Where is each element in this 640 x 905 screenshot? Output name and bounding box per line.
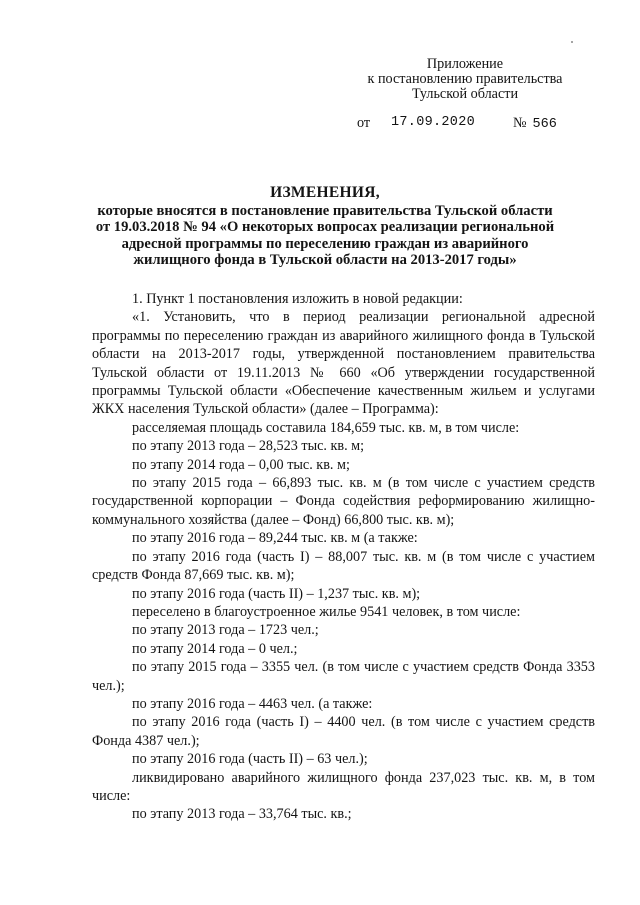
paragraph: по этапу 2013 года – 33,764 тыс. кв.;	[132, 806, 352, 823]
heading-title: ИЗМЕНЕНИЯ,	[270, 184, 380, 201]
paragraph: по этапу 2015 года – 66,893 тыс. кв. м (в том числе с участием средств государственной корпорации – Фонда содействия реформированию жилищно-коммунального хозяйства (далее – Фонд) 66,800 тыс. кв. м);	[92, 475, 595, 528]
from-label: от	[357, 115, 371, 131]
paragraph: расселяемая площадь составила 184,659 тыс. кв. м, в том числе:	[132, 419, 520, 436]
number-sign: №	[513, 115, 527, 131]
paragraph: по этапу 2016 года – 4463 чел. (а также:	[132, 695, 373, 712]
document-number	[513, 115, 557, 132]
paragraph: по этапу 2016 года (часть I) – 4400 чел. (в том числе с участием средств Фонда 4387 чел.);	[92, 714, 595, 749]
paragraph: по этапу 2014 года – 0 чел.;	[132, 640, 298, 657]
document-date: 17.09.2020	[391, 115, 476, 130]
paragraph: по этапу 2016 года (часть I) – 88,007 тыс. кв. м (в том числе с участием средств Фонда 87,669 тыс. кв. м);	[92, 548, 595, 584]
appendix-block	[330, 57, 600, 102]
paragraph: 1. Пункт 1 постановления изложить в новой редакции:	[132, 291, 463, 307]
paragraph: ликвидировано аварийного жилищного фонда 237,023 тыс. кв. м, в том числе:	[92, 769, 595, 804]
appendix-line-3: Тульской области	[411, 86, 519, 102]
paragraph: по этапу 2016 года (часть II) – 63 чел.);	[132, 751, 368, 768]
heading-subtitle: которые вносятся в постановление правительства Тульской области от 19.03.2018 № 94 «О некоторых вопросах реализации региональной адресной программы по переселению граждан из аварийного жилищного фонда в Тульской области на 2013-2017 годы»	[95, 203, 555, 268]
paragraph: по этапу 2014 года – 0,00 тыс. кв. м;	[132, 456, 350, 473]
paragraph: по этапу 2013 года – 28,523 тыс. кв. м;	[132, 438, 365, 455]
document-body	[92, 290, 595, 824]
document-date-number-line	[0, 115, 640, 133]
number-value: 566	[532, 117, 557, 132]
paragraph: по этапу 2016 года – 89,244 тыс. кв. м (а также:	[132, 530, 418, 547]
paragraph: по этапу 2016 года (часть II) – 1,237 тыс. кв. м);	[132, 585, 421, 602]
paragraph: «1. Установить, что в период реализации региональной адресной программы по переселению граждан из аварийного жилищного фонда в Тульской области на 2013-2017 годы, утвержденной постановлением правительства Тульской области от 19.11.2013 № 660 «Об утверждении государственной программы Тульской области «Обеспечение качественным жильем и услугами ЖКХ населения Тульской области» (далее – Программа):	[92, 309, 595, 418]
document-heading	[90, 185, 560, 268]
appendix-line-1: Приложение	[426, 56, 504, 72]
paragraph: по этапу 2013 года – 1723 чел.;	[132, 622, 319, 639]
paragraph: по этапу 2015 года – 3355 чел. (в том числе с участием средств Фонда 3353 чел.);	[92, 659, 595, 694]
scan-speck	[571, 41, 573, 43]
appendix-line-2: к постановлению правительства	[367, 71, 563, 87]
paragraph: переселено в благоустроенное жилье 9541 человек, в том числе:	[132, 603, 521, 620]
